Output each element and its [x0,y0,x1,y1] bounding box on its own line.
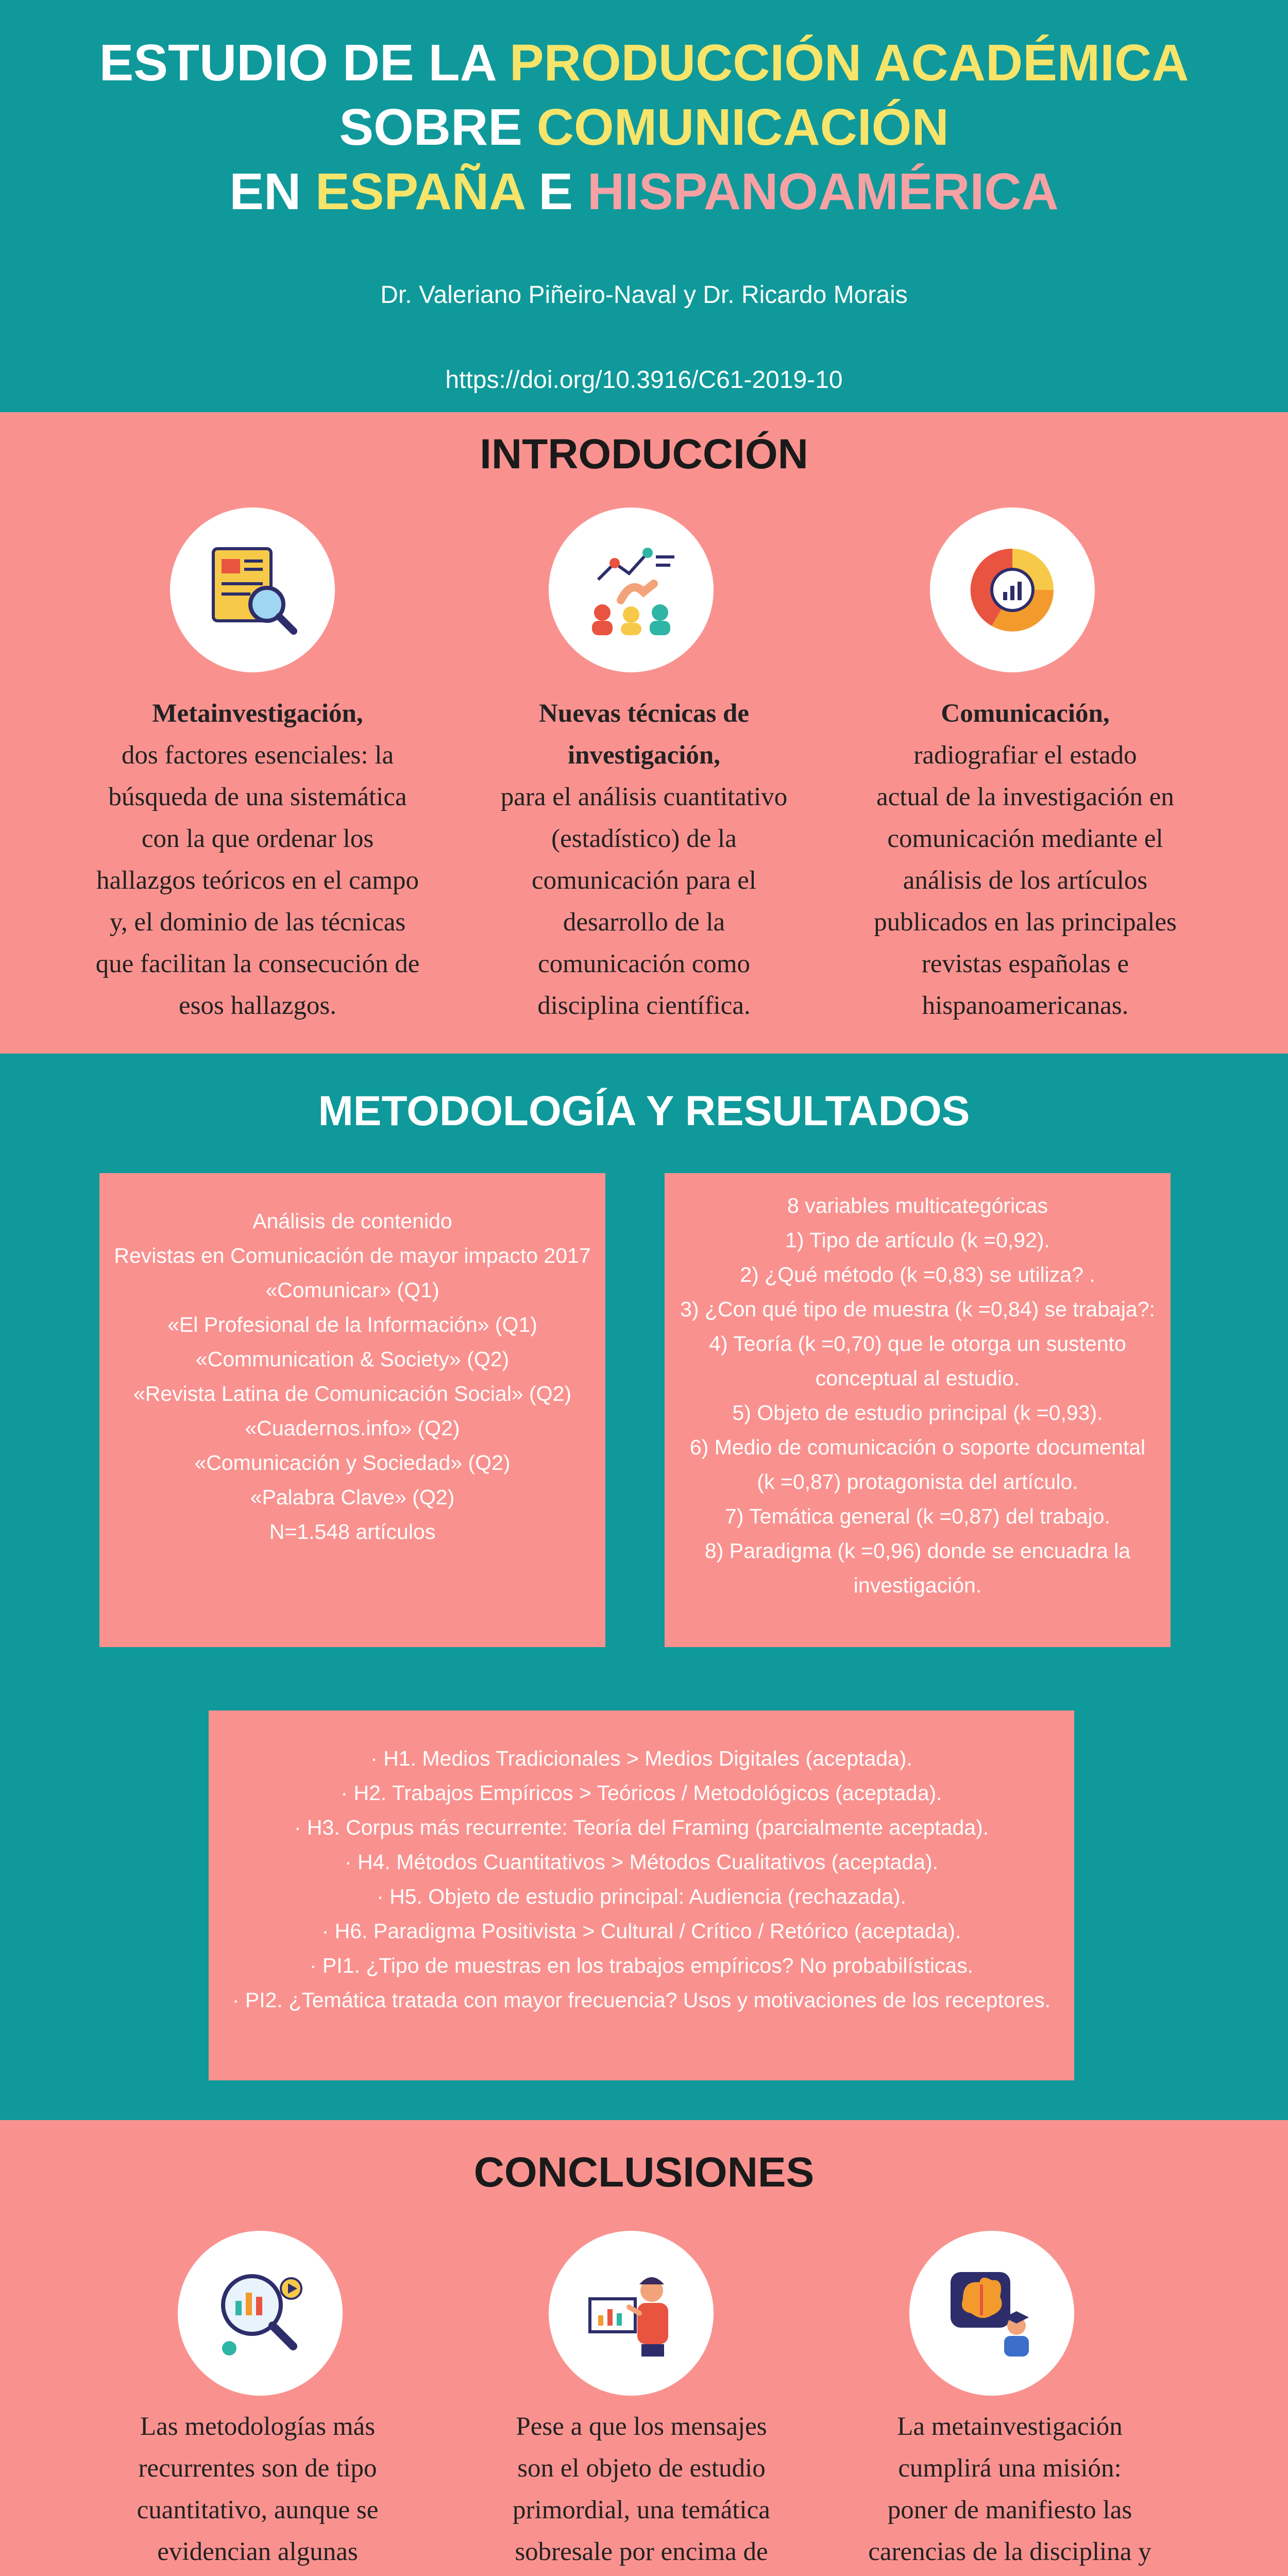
header-section [0,0,1288,412]
hypothesis-line: · H5. Objeto de estudio principal: Audiencia (rechazada). [377,1885,906,1908]
col-line: para el análisis cuantitativo [500,783,788,811]
col-line: que facilitan la consecución de [95,950,420,978]
box-line: 4) Teoría (k =0,70) que le otorga un sustento [709,1332,1126,1355]
authors: Dr. Valeriano Piñeiro-Naval y Dr. Ricardo Morais [380,281,908,309]
box-line: «Revista Latina de Comunicación Social» (Q2) [133,1382,572,1405]
box-line: 2) ¿Qué método (k =0,83) se utiliza? . [740,1263,1095,1286]
box-line: Revistas en Comunicación de mayor impacto 2017 [114,1244,591,1267]
box-line: 6) Medio de comunicación o soporte documental [689,1435,1146,1459]
box-line: «El Profesional de la Información» (Q1) [167,1313,537,1336]
box-line: «Palabra Clave» (Q2) [250,1485,455,1509]
col-line: sobresale por encima de [515,2537,768,2566]
title-part: E [524,163,587,221]
col-line: con la que ordenar los [141,824,374,853]
box-line: «Comunicación y Sociedad» (Q2) [194,1451,511,1475]
box-line: Análisis de contenido [252,1209,452,1233]
col-line: hallazgos teóricos en el campo [96,866,419,895]
box-line: «Communication & Society» (Q2) [195,1347,510,1371]
box-line: 1) Tipo de artículo (k =0,92). [785,1228,1050,1252]
hypothesis-line: · H1. Medios Tradicionales > Medios Digitales (aceptada). [370,1747,912,1770]
document-search-icon [170,507,335,672]
col-heading: Metainvestigación, [152,699,363,728]
intro-col-comunicacion [840,693,1211,1027]
methods-box-journals [99,1173,605,1647]
intro-col-tecnicas [459,693,829,1027]
col-line: cumplirá una misión: [898,2454,1122,2483]
col-line: Las metodologías más [140,2412,376,2441]
hypothesis-line: · H4. Métodos Cuantitativos > Métodos Cualitativos (aceptada). [345,1850,938,1874]
col-line: hispanoamericanas. [922,991,1129,1020]
box-line: 7) Temática general (k =0,87) del trabajo. [725,1504,1110,1528]
col-line: comunicación como [537,950,751,978]
title-highlight: ESPAÑA [315,163,524,221]
section-title-intro: INTRODUCCIÓN [480,431,808,478]
conclusion-col-messages [456,2406,827,2576]
main-title [0,31,1288,224]
intro-section [0,412,1288,1054]
col-line: revistas españolas e [921,950,1129,978]
hypotheses-box [209,1710,1074,2080]
col-line: evidencian algunas [157,2537,358,2566]
title-highlight: PRODUCCIÓN ACADÉMICA [509,34,1189,92]
col-line: y, el dominio de las técnicas [109,908,406,937]
conclusion-col-metainvestigation [824,2406,1195,2576]
col-line: carencias de la disciplina y [868,2537,1151,2566]
conclusion-col-methods [72,2406,443,2576]
title-highlight: COMUNICACIÓN [536,98,949,156]
col-line: actual de la investigación en [876,783,1174,811]
col-line: publicados en las principales [874,908,1177,937]
box-line: 8) Paradigma (k =0,96) donde se encuadra la [704,1539,1131,1563]
doi-link[interactable]: https://doi.org/10.3916/C61-2019-10 [445,366,843,394]
title-part: SOBRE [339,98,537,156]
col-line: esos hallazgos. [179,991,336,1020]
box-line: 3) ¿Con qué tipo de muestra (k =0,84) se trabaja?: [680,1297,1155,1321]
col-line: comunicación mediante el [887,824,1163,853]
title-highlight-pink: HISPANOAMÉRICA [587,163,1059,221]
col-line: análisis de los artículos [903,866,1148,895]
col-line: son el objeto de estudio [517,2454,766,2483]
box-line: N=1.548 artículos [269,1520,436,1544]
hypothesis-line: · H6. Paradigma Positivista > Cultural / Crítico / Retórico (aceptada). [321,1919,961,1943]
col-line: dos factores esenciales: la [121,741,394,770]
box-line: (k =0,87) protagonista del artículo. [757,1470,1078,1494]
col-heading: Nuevas técnicas de [539,699,749,728]
hypothesis-line: · H3. Corpus más recurrente: Teoría del Framing (parcialmente aceptada). [294,1816,989,1839]
col-line: búsqueda de una sistemática [108,783,407,811]
intro-col-metainvestigacion [72,693,443,1027]
box-line: «Comunicar» (Q1) [265,1278,439,1302]
title-part: ESTUDIO DE LA [99,34,510,92]
col-line [824,2573,1195,2576]
box-line: conceptual al estudio. [815,1366,1020,1390]
col-line [456,2573,827,2576]
section-title-conclusions: CONCLUSIONES [473,2149,815,2196]
col-line: radiografiar el estado [913,741,1137,770]
method-section [0,1054,1288,2120]
hypothesis-line: · PI1. ¿Tipo de muestras en los trabajos empíricos? No probabilísticas. [309,1954,974,1977]
col-line: primordial, una temática [513,2496,770,2524]
col-line: desarrollo de la [563,908,725,937]
col-line: Pese a que los mensajes [516,2412,767,2441]
col-line: La metainvestigación [897,2412,1123,2441]
col-heading: Comunicación, [941,699,1110,728]
box-line: 5) Objeto de estudio principal (k =0,93). [732,1401,1103,1425]
pie-chart-icon [930,507,1095,672]
methods-box-variables [665,1173,1171,1647]
col-line: comunicación para el [531,866,757,895]
col-line: (estadístico) de la [551,824,737,853]
col-line: disciplina científica. [537,991,751,1020]
col-line: recurrentes son de tipo [138,2454,377,2483]
box-line: investigación. [853,1573,982,1597]
box-line: 8 variables multicategóricas [787,1194,1048,1217]
conclusions-section [0,2120,1288,2576]
presenter-icon [549,2231,714,2396]
title-part: EN [229,163,315,221]
hypothesis-line: · H2. Trabajos Empíricos > Teóricos / Metodológicos (aceptada). [341,1781,942,1805]
col-line: cuantitativo, aunque se [137,2496,379,2524]
col-line [72,2573,443,2576]
col-heading: investigación, [567,741,721,770]
analytics-search-icon [178,2231,343,2396]
hypothesis-line: · PI2. ¿Temática tratada con mayor frecuencia? Usos y motivaciones de los receptores. [232,1988,1051,2012]
col-line: poner de manifiesto las [887,2496,1132,2524]
team-analysis-icon [549,507,714,672]
section-title-method: METODOLOGÍA Y RESULTADOS [318,1088,970,1134]
brain-graduate-icon [909,2231,1074,2396]
box-line: «Cuadernos.info» (Q2) [245,1416,460,1440]
